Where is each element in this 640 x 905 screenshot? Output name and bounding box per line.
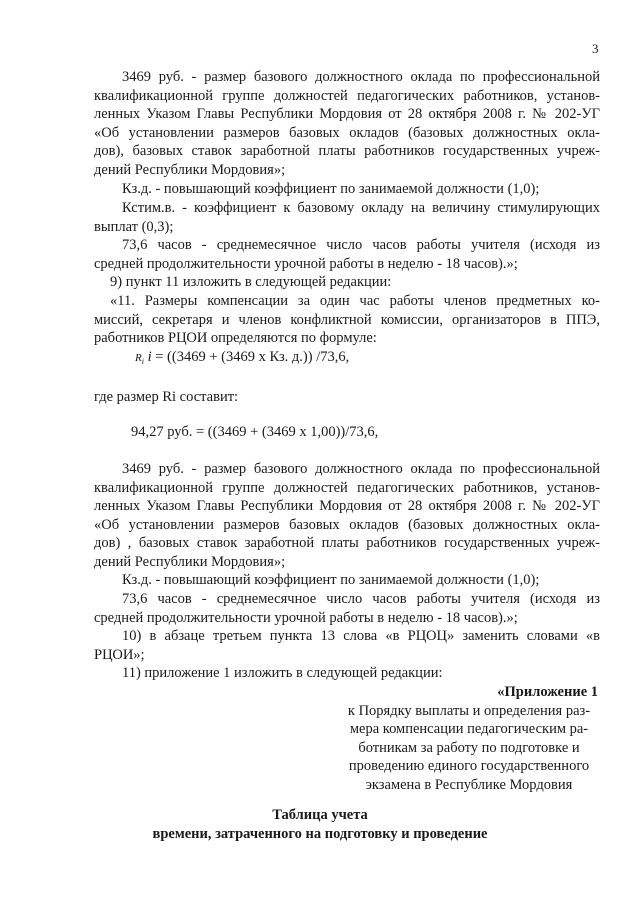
text-line: дений Республики Мордовия»; — [94, 161, 286, 178]
paragraph-coefficient-kzd-1 — [94, 180, 600, 199]
appendix-line: экзамена в Республике Мордовия — [365, 776, 573, 793]
text-line: квалификационной группе должностей педагогических работников, установ- — [94, 87, 600, 104]
text-line: 3469 руб. - размер базового должностного оклада по профессиональной — [122, 461, 600, 477]
text-line: выплат (0,3); — [94, 218, 174, 235]
paragraph-coefficient-kzd-2 — [94, 571, 600, 590]
appendix-line: к Порядку выплаты и определения раз- — [347, 702, 591, 719]
paragraph-item-11-text — [94, 292, 600, 348]
text-line: Кз.д. - повышающий коэффициент по занимаемой должности (1,0); — [122, 572, 540, 588]
text-line: Кстим.в. - коэффициент к базовому окладу на величину стимулирующих — [122, 200, 600, 216]
paragraph-base-salary-1 — [94, 68, 600, 180]
text-line: 73,6 часов - среднемесячное число часов работы учителя (исходя из — [122, 237, 600, 253]
text-line: 9) пункт 11 изложить в следующей редакции: — [110, 274, 392, 290]
appendix-line: проведению единого государственного — [348, 758, 590, 775]
text-line: «Об установлении размеров базовых окладов (базовых должностных окла- — [94, 516, 600, 533]
page-number: 3 — [592, 41, 599, 56]
formula-ri — [135, 348, 349, 372]
text-line: 3469 руб. - размер базового должностного оклада по профессиональной — [122, 69, 600, 85]
text-line: дений Республики Мордовия»; — [94, 553, 286, 570]
appendix-block — [336, 683, 602, 795]
paragraph-base-salary-2 — [94, 460, 600, 572]
text-line: квалификационной группе должностей педагогических работников, установ- — [94, 479, 600, 496]
text-line: «Об установлении размеров базовых окладов (базовых должностных окла- — [94, 124, 600, 141]
text-line: ленных Указом Главы Республики Мордовия от 28 октября 2008 г. № 202-УГ — [94, 498, 600, 515]
text-line: дов) , базовых ставок заработной платы работников государственных учреж- — [94, 535, 600, 552]
paragraph-item-11 — [94, 664, 600, 683]
text-line: РЦОИ»; — [94, 646, 145, 663]
table-title-line: времени, затраченного на подготовку и проведение — [152, 825, 488, 842]
formula-symbol: $R_i$ — [135, 352, 144, 367]
paragraph-item-10 — [94, 627, 600, 664]
formula-expression: = ((3469 + (3469 х Кз. д.)) /73,6, — [155, 349, 350, 365]
appendix-line: ботникам за работу по подготовке и — [358, 739, 580, 756]
text-line: «11. Размеры компенсации за один час работы членов предметных ко- — [110, 293, 600, 309]
text-line: 10) в абзаце третьем пункта 13 слова «в РЦОЦ» заменить словами «в — [122, 628, 600, 644]
text-line: средней продолжительности урочной работы в неделю - 18 часов).»; — [94, 609, 518, 626]
table-title — [0, 806, 640, 843]
text-line: 11) приложение 1 изложить в следующей редакции: — [122, 665, 443, 681]
table-title-line: Таблица учета — [272, 807, 368, 823]
paragraph-coefficient-kstim — [94, 199, 600, 236]
text-line: миссий, секретаря и членов конфликтной комиссии, организаторов в ППЭ, — [94, 311, 600, 328]
text-line: где размер Ri составит: — [94, 389, 239, 405]
paragraph-item-9 — [94, 273, 600, 292]
formula-index: i — [147, 349, 152, 365]
paragraph-hours-2 — [94, 590, 600, 627]
text-line: работников РЦОИ определяются по формуле: — [94, 330, 377, 347]
text-line: Кз.д. - повышающий коэффициент по занимаемой должности (1,0); — [122, 181, 540, 197]
appendix-heading: «Приложение 1 — [497, 684, 598, 700]
text-line: ленных Указом Главы Республики Мордовия от 28 октября 2008 г. № 202-УГ — [94, 106, 600, 123]
paragraph-where-ri — [94, 388, 600, 407]
text-line: дов), базовых ставок заработной платы работников государственных учреж- — [94, 143, 600, 160]
text-line: средней продолжительности урочной работы в неделю - 18 часов).»; — [94, 255, 518, 272]
formula-ri-value: 94,27 руб. = ((3469 + (3469 х 1,00))/73,6, — [131, 424, 379, 440]
text-line: 73,6 часов - среднемесячное число часов работы учителя (исходя из — [122, 591, 600, 607]
paragraph-hours-1 — [94, 236, 600, 273]
appendix-line: мера компенсации педагогическим ра- — [349, 721, 589, 738]
